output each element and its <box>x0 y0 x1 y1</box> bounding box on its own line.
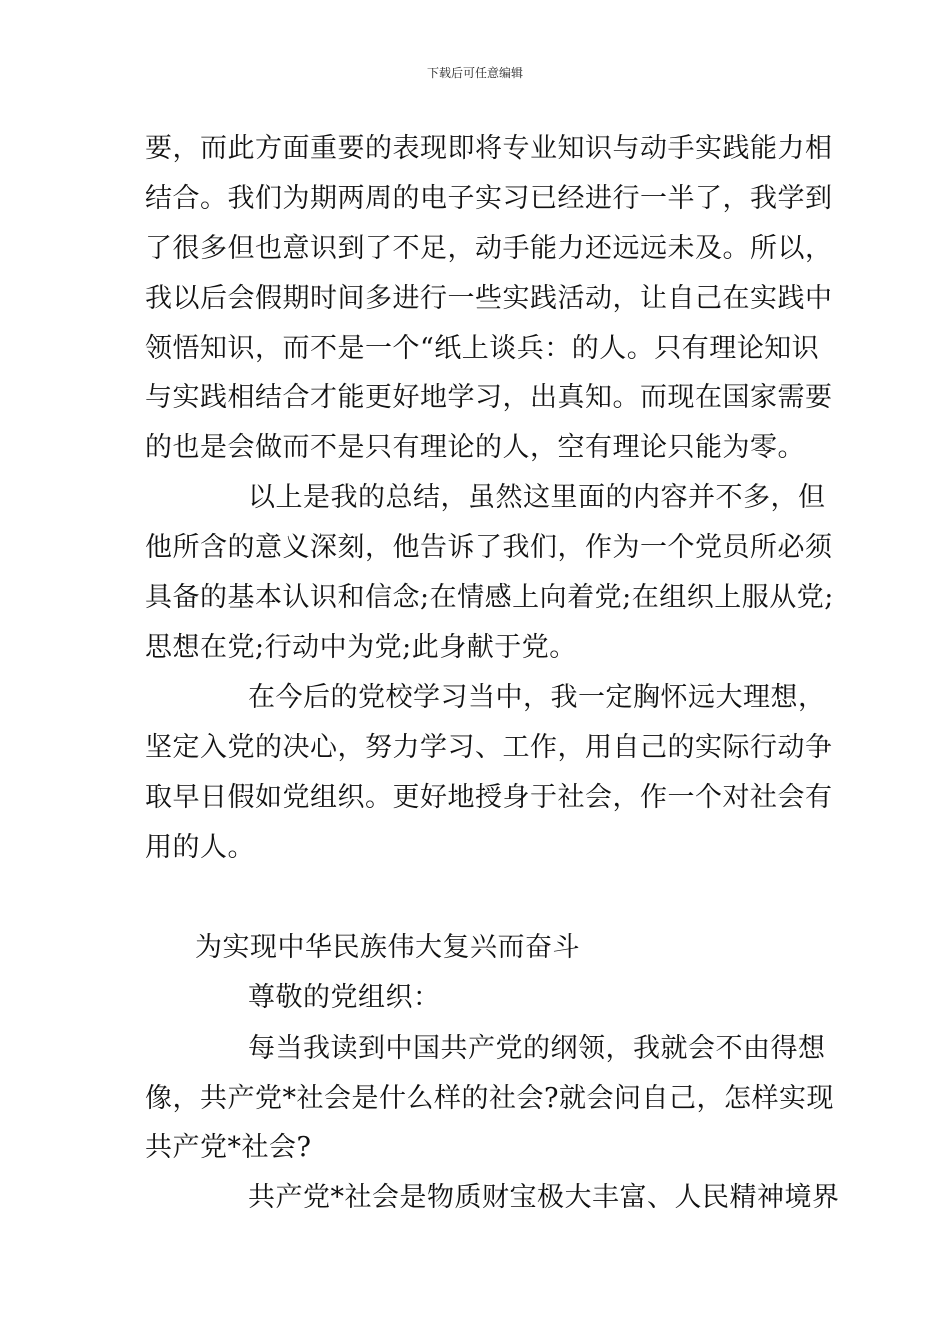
text-line: 我以后会假期时间多进行一些实践活动，让自己在实践中 <box>145 283 833 314</box>
paragraph-first-line: 在今后的党校学习当中，我一定胸怀远大理想， <box>248 682 826 713</box>
paragraph-first-line: 以上是我的总结，虽然这里面的内容并不多，但 <box>248 482 826 513</box>
paragraph-first-line: 共产党*社会是物质财宝极大丰富、人民精神境界 <box>248 1182 840 1213</box>
text-line: 了很多但也意识到了不足，动手能力还远远未及。所以， <box>145 233 833 264</box>
page-header: 下载后可任意编辑 <box>426 66 523 80</box>
text-line: 他所含的意义深刻，他告诉了我们，作为一个党员所必须 <box>145 532 833 563</box>
section-title: 为实现中华民族伟大复兴而奋斗 <box>195 932 580 963</box>
paragraph-first-line: 每当我读到中国共产党的纲领，我就会不由得想 <box>248 1033 826 1064</box>
text-line: 取早日假如党组织。更好地授身于社会，作一个对社会有 <box>145 782 833 813</box>
text-line: 具备的基本认识和信念;在情感上向着党;在组织上服从党; <box>145 582 834 613</box>
text-line: 坚定入党的决心，努力学习、工作，用自己的实际行动争 <box>145 732 833 763</box>
text-line: 用的人。 <box>145 832 255 863</box>
text-line: 领悟知识，而不是一个“纸上谈兵：的人。只有理论知识 <box>145 333 820 364</box>
salutation: 尊敬的党组织： <box>248 982 441 1013</box>
text-line: 要，而此方面重要的表现即将专业知识与动手实践能力相 <box>145 133 833 164</box>
text-line: 共产党*社会? <box>145 1132 312 1163</box>
text-line: 的也是会做而不是只有理论的人，空有理论只能为零。 <box>145 432 805 463</box>
text-line: 与实践相结合才能更好地学习，出真知。而现在国家需要 <box>145 382 833 413</box>
text-line: 思想在党;行动中为党;此身献于党。 <box>145 632 577 663</box>
text-line: 像，共产党*社会是什么样的社会?就会问自己，怎样实现 <box>145 1083 834 1114</box>
text-line: 结合。我们为期两周的电子实习已经进行一半了，我学到 <box>145 183 833 214</box>
